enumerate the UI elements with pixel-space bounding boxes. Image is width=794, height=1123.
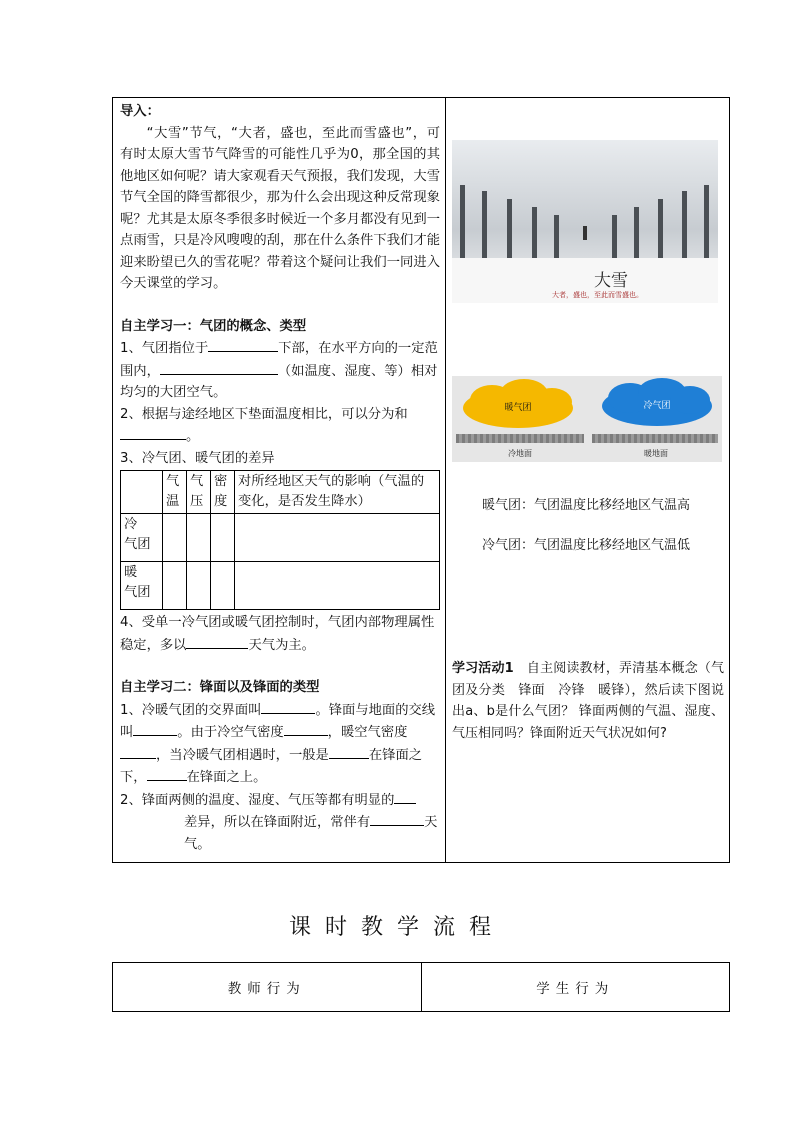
study2-title: 自主学习二：锋面以及锋面的类型	[120, 680, 320, 695]
q1-text-a: 1、气团指位于	[120, 341, 209, 356]
cold-air-mass-definition: 冷气团：气团温度比移经地区气温低	[481, 538, 690, 553]
f2-text-c: 天气。	[184, 815, 438, 852]
right-column	[452, 140, 720, 553]
cold-ground-label: 冷地面	[508, 449, 532, 458]
table-header	[121, 471, 163, 514]
blank[interactable]	[284, 721, 328, 736]
table-row	[121, 562, 440, 610]
front-question-2	[120, 789, 440, 812]
table-header: 对所经地区天气的影响（气温的变化，是否发生降水）	[235, 471, 440, 514]
f2-text-a: 2、锋面两侧的温度、湿度、气压等都有明显的	[120, 792, 395, 808]
cold-cloud-label: 冷气团	[643, 400, 671, 411]
teacher-column-header: 教师行为	[227, 981, 306, 997]
activity-title: 学习活动1	[452, 661, 514, 676]
front-question-2-cont	[120, 811, 440, 855]
air-mass-table	[120, 470, 440, 610]
question-2	[120, 404, 440, 448]
blank[interactable]	[160, 360, 278, 375]
q2-text-b: 和	[394, 406, 408, 422]
table-header: 气温	[163, 471, 187, 514]
blank[interactable]	[208, 337, 278, 352]
warm-ground	[592, 434, 718, 443]
table-cell[interactable]	[187, 514, 211, 562]
f1-text-f: 在锋面之下，	[120, 747, 423, 785]
snow-image	[452, 140, 718, 303]
table-cell[interactable]	[163, 562, 187, 610]
warm-cloud-label: 暖气团	[504, 402, 532, 413]
table-row	[121, 514, 440, 562]
air-mass-diagram	[452, 376, 722, 462]
q1-text-b: 下部，在水平方向的一定范围内，	[120, 341, 438, 379]
q2-text-a: 2、根据与途经地区下垫面温度相比，可以分为	[120, 406, 395, 422]
snow-title: 大雪	[594, 271, 628, 291]
question-4	[120, 612, 440, 656]
q4-text-a: 4、受单一冷气团或暖气团控制时，气团内部物理属性稳定，多以	[120, 615, 435, 653]
table-header-row	[121, 471, 440, 514]
f1-text-g: 在锋面之上。	[186, 770, 267, 785]
blank[interactable]	[120, 744, 156, 759]
table-cell[interactable]	[187, 562, 211, 610]
table-cell[interactable]	[235, 514, 440, 562]
f1-text-e: ，当冷暖气团相遇时，一般是	[156, 747, 329, 763]
learning-activity	[452, 658, 724, 744]
table-cell[interactable]	[211, 514, 235, 562]
blank[interactable]	[186, 634, 248, 649]
question-3: 3、冷气团、暖气团的差异	[120, 450, 275, 466]
blank[interactable]	[394, 789, 416, 804]
q1-text-c: （如温度、湿度、等）相对均匀的大团空气。	[120, 363, 438, 400]
study1-title: 自主学习一：气团的概念、类型	[120, 318, 307, 334]
table-header: 气压	[187, 471, 211, 514]
f1-text-c: 。由于冷空气密度	[177, 725, 284, 740]
blank[interactable]	[120, 425, 186, 440]
f1-text-b: 。锋面与地面的交线叫	[120, 702, 436, 740]
table-cell[interactable]	[163, 514, 187, 562]
row-label-cold: 冷 气团	[121, 514, 163, 562]
walker-figure	[583, 226, 587, 240]
table-header: 密度	[211, 471, 235, 514]
activity-text: 自主阅读教材，弄清基本概念（气团及分类 锋面 冷锋 暖锋），然后读下图说出a、b是什么气团？ 锋面两侧的气温、湿度、气压相同吗？锋面附近天气状况如何?	[452, 661, 724, 741]
warm-air-mass-definition: 暖气团：气团温度比移经地区气温高	[481, 498, 690, 513]
flow-table	[112, 962, 730, 1012]
intro-text: “大雪”节气，“大者，盛也，至此而雪盛也”，可有时太原大雪节气降雪的可能性几乎为0，那全国的其他地区如何呢？请大家观看天气预报，我们发现，大雪节气全国的降雪都很少，那为什么会出现这种反常现象呢？尤其是太原冬季很多时候近一个多月都没有见到一点雨雪，只是冷风嗖嗖的刮，那在什么条件下我们才能迎来盼望已久的雪花呢？带着这个疑问让我们一同进入今天课堂的学习。	[120, 125, 440, 291]
intro-title: 导入：	[120, 104, 160, 119]
warm-ground-label: 暖地面	[644, 449, 668, 458]
blank[interactable]	[370, 811, 424, 826]
q4-text-b: 天气为主。	[248, 637, 315, 653]
question-1	[120, 337, 440, 404]
f1-text-d: ，暖空气密度	[327, 725, 408, 740]
f2-text-b: 差异，所以在锋面附近，常伴有	[184, 815, 371, 830]
blank[interactable]	[329, 744, 369, 759]
blank[interactable]	[261, 699, 315, 714]
f1-text-a: 1、冷暖气团的交界面叫	[120, 702, 262, 718]
row-label-warm: 暖 气团	[121, 562, 163, 610]
column-divider	[445, 97, 446, 863]
page-heading: 课时教学流程	[288, 915, 505, 940]
front-question-1	[120, 699, 440, 789]
snow-caption: 大者，盛也，至此而雪盛也。	[552, 291, 643, 299]
q2-text-c: 。	[186, 429, 200, 444]
student-column-header: 学生行为	[421, 963, 730, 1011]
blank[interactable]	[133, 721, 177, 736]
cold-ground	[456, 434, 584, 443]
left-column	[120, 101, 440, 855]
blank[interactable]	[147, 766, 187, 781]
table-cell[interactable]	[235, 562, 440, 610]
table-cell[interactable]	[211, 562, 235, 610]
